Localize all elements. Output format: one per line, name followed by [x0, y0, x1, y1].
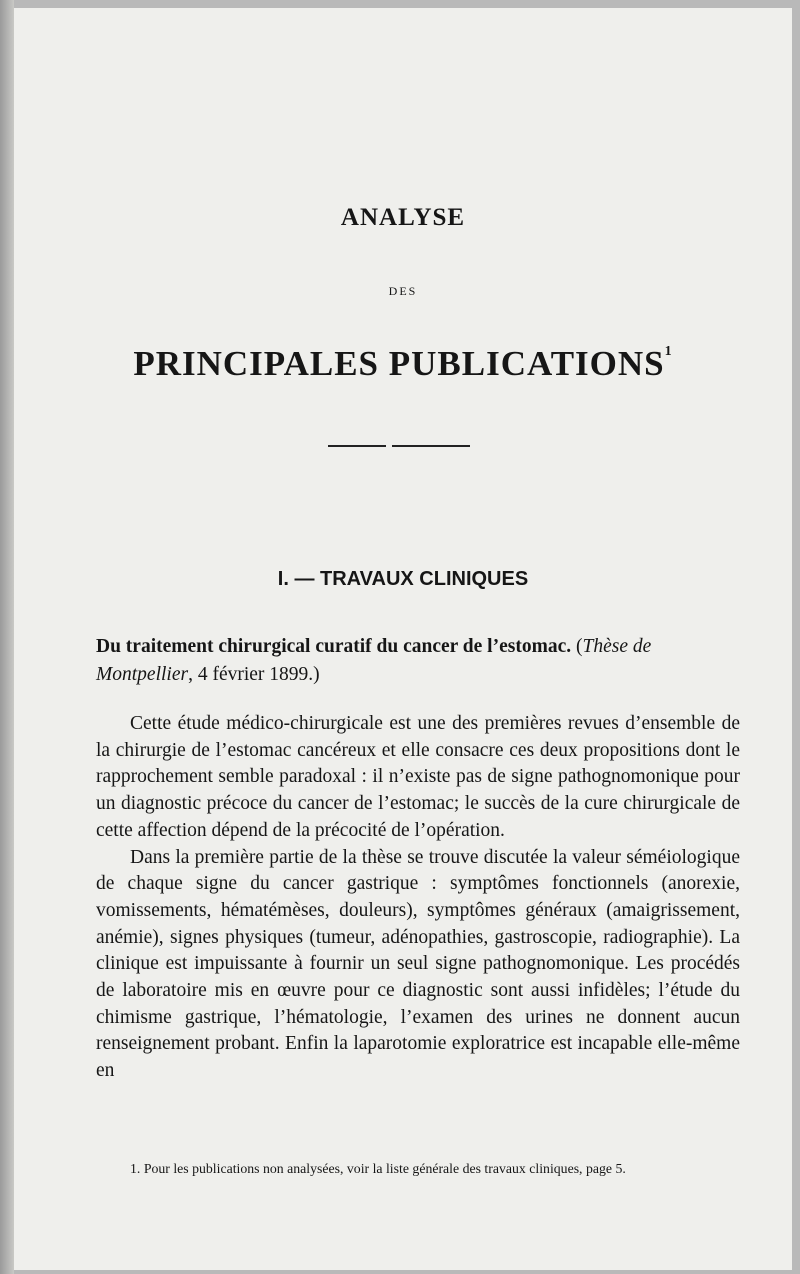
entry-source-open: (: [575, 636, 583, 657]
heading-analyse: ANALYSE: [340, 204, 466, 231]
entry-source-rest: , 4 février 1899.): [188, 664, 320, 685]
heading-principales-publications: [14, 344, 792, 384]
heading-des: DES: [388, 284, 418, 298]
ornament-rule-right: [392, 445, 470, 447]
paragraph: Cette étude médico-chirurgicale est une des premières revues d’ensemble de la chirurgie de l’estomac cancéreux et elle consacre ces deux propositions dont le rapprochement semble paradoxal : il n’existe pas de signe pathognomonique pour un diagnostic précoce du cancer de l’estomac; le succès de la cure chirurgicale de cette affection dépend de la précocité de l’opération.: [96, 713, 740, 841]
entry-title-text: Du traitement chirurgical curatif du cancer de l’estomac.: [96, 636, 572, 657]
footnote-mark: 1: [664, 344, 673, 359]
section-title: I. — TRAVAUX CLINIQUES: [277, 568, 529, 590]
footnote-text: Pour les publications non analysées, voir la liste générale des travaux cliniques, page 5.: [143, 1161, 626, 1176]
footnote-number: 1.: [130, 1161, 141, 1176]
footnote: [96, 1159, 740, 1179]
heading-principales-text: PRINCIPALES PUBLICATIONS: [133, 344, 665, 383]
paragraph: Dans la première partie de la thèse se trouve discutée la valeur séméiologique de chaque signe du cancer gastrique : symptômes fonctionnels (anorexie, vomissements, hématémèses, douleurs), symptômes généraux (amaigrissement, anémie), signes physiques (tumeur, adénopathies, gastroscopie, radiographie). La clinique est impuissante à fournir un seul signe pathognomonique. Les procédés de laboratoire mis en œuvre pour ce diagnostic sont aussi infidèles; l’étude du chimisme gastrique, l’hématologie, l’examen des urines ne donnent aucun renseignement probant. Enfin la laparotomie exploratrice est incapable elle-même en: [96, 846, 740, 1082]
entry-source-italic: Thèse de Montpellier: [96, 636, 652, 685]
entry-title: [96, 633, 740, 689]
document-page: [14, 8, 792, 1270]
body-text: [96, 711, 740, 1085]
page-edge-shadow: [0, 0, 14, 1274]
ornament-rule-left: [328, 445, 386, 447]
